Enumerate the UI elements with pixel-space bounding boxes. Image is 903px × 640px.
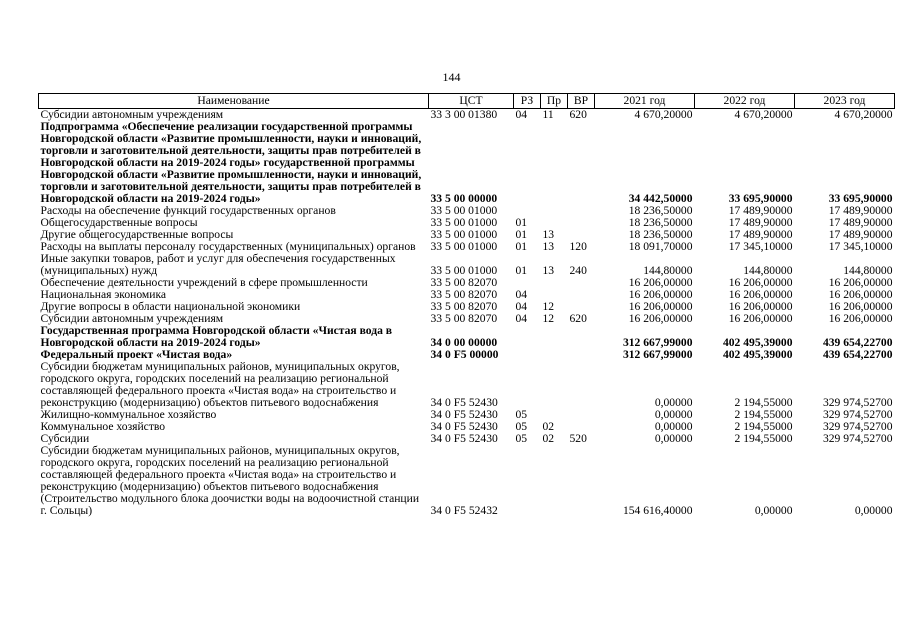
cell-2022: 33 695,90000 (728, 192, 793, 205)
cell-name: Субсидии бюджетам муниципальных районов, муниципальных округов, городского округа, городских поселений на реализацию региональной составляющей федерального проекта «Чистая вода» на строительство и реконструкцию (модернизацию) объектов питьевого водоснабжения (40, 360, 400, 409)
table-body (39, 109, 895, 518)
cell-name: Государственная программа Новгородской области «Чистая вода в Новгородской области на 2019-2024 годы» (40, 324, 393, 349)
cell-2022: 16 206,00000 (728, 288, 793, 301)
cell-rz (514, 121, 541, 205)
cell-2021: 4 670,20000 (634, 108, 693, 121)
cell-pr (541, 349, 568, 361)
cell-pr (541, 121, 568, 205)
cell-2023: 17 489,90000 (828, 216, 893, 229)
cell-rz: 05 (515, 420, 528, 433)
cell-name: Федеральный проект «Чистая вода» (40, 348, 233, 361)
cell-name: Расходы на выплаты персоналу государственных (муниципальных) органов (40, 240, 416, 253)
cell-pr: 11 (542, 108, 554, 121)
table-row (39, 253, 895, 277)
cell-2023: 16 206,00000 (828, 288, 893, 301)
cell-name: Другие общегосударственные вопросы (40, 228, 234, 241)
cell-cst: 34 0 F5 52430 (430, 396, 498, 409)
cell-2021: 16 206,00000 (628, 276, 693, 289)
cell-2022: 16 206,00000 (728, 276, 793, 289)
cell-rz: 04 (515, 312, 528, 325)
table-row (39, 325, 895, 349)
header-cst: ЦСТ (429, 94, 514, 109)
cell-rz (514, 325, 541, 349)
cell-vr (568, 325, 595, 349)
cell-cst: 34 0 F5 00000 (430, 348, 499, 361)
cell-cst: 33 5 00 01000 (430, 204, 498, 217)
cell-pr: 12 (542, 300, 555, 313)
cell-cst: 33 5 00 01000 (430, 264, 498, 277)
header-vr: ВР (568, 94, 595, 109)
cell-rz: 01 (515, 216, 528, 229)
cell-cst: 34 0 00 00000 (430, 336, 498, 349)
cell-pr: 13 (542, 264, 555, 277)
cell-2021: 18 091,70000 (628, 240, 693, 253)
cell-2022: 402 495,39000 (722, 336, 793, 349)
cell-name: Иные закупки товаров, работ и услуг для обеспечения государственных (муниципальных) нужд (40, 252, 396, 277)
cell-pr: 13 (542, 228, 555, 241)
cell-2022: 0,00000 (754, 504, 793, 517)
cell-2021: 0,00000 (654, 420, 693, 433)
cell-2023: 17 489,90000 (828, 204, 893, 217)
cell-name: Подпрограмма «Обеспечение реализации государственной программы Новгородской области «Развитие промышленности, науки и инноваций, торговли и заготовительной деятельности, защиты прав потребителей в Новгородской области на 2019-2024 годы» государственной программы Новгородской области «Развитие промышленности, науки и инноваций, торговли и заготовительной деятельности, защиты прав потребителей в Новгородской области на 2019-2024 годы» (40, 120, 422, 205)
cell-vr: 120 (569, 240, 587, 253)
cell-vr (568, 205, 595, 217)
cell-name: Обеспечение деятельности учреждений в сфере промышленности (40, 276, 368, 289)
cell-2021: 154 616,40000 (622, 504, 693, 517)
cell-2022: 2 194,55000 (734, 432, 793, 445)
cell-2023: 16 206,00000 (828, 312, 893, 325)
cell-rz: 04 (515, 288, 528, 301)
cell-2023: 439 654,22700 (822, 348, 893, 361)
cell-cst: 33 5 00 00000 (430, 192, 498, 205)
cell-2022: 2 194,55000 (734, 408, 793, 421)
cell-cst: 34 0 F5 52430 (430, 432, 498, 445)
cell-2023: 329 974,52700 (822, 432, 893, 445)
page-number: 144 (442, 70, 461, 84)
cell-vr: 520 (569, 432, 587, 445)
cell-2021: 18 236,50000 (628, 228, 693, 241)
cell-pr (541, 361, 568, 409)
cell-name: Субсидии автономным учреждениям (40, 312, 224, 325)
cell-vr: 620 (569, 312, 587, 325)
cell-name: Субсидии бюджетам муниципальных районов, муниципальных округов, городского округа, городских поселений на реализацию региональной составляющей федерального проекта «Чистая вода» на строительство и реконструкцию (модернизацию) объектов питьевого водоснабжения (Строительство модульного блока доочистки воды на водоочистной станции г. Сольцы) (40, 444, 420, 517)
cell-2022: 17 345,10000 (728, 240, 793, 253)
cell-rz (514, 445, 541, 517)
cell-2023: 0,00000 (854, 504, 893, 517)
cell-name: Субсидии (40, 432, 90, 445)
cell-name: Коммунальное хозяйство (40, 420, 166, 433)
budget-table (38, 93, 895, 517)
cell-cst: 33 5 00 01000 (430, 240, 498, 253)
cell-2021: 312 667,99000 (622, 336, 693, 349)
cell-2021: 0,00000 (654, 432, 693, 445)
cell-2022: 2 194,55000 (734, 420, 793, 433)
header-2022: 2022 год (695, 94, 795, 109)
cell-vr (568, 277, 595, 289)
header-rz: РЗ (514, 94, 541, 109)
cell-2021: 34 442,50000 (628, 192, 693, 205)
cell-2021: 0,00000 (654, 396, 693, 409)
cell-pr (541, 205, 568, 217)
cell-2021: 18 236,50000 (628, 216, 693, 229)
cell-pr: 12 (542, 312, 555, 325)
header-2023: 2023 год (795, 94, 895, 109)
cell-name: Субсидии автономным учреждениям (40, 108, 224, 121)
cell-2023: 329 974,52700 (822, 396, 893, 409)
cell-cst: 33 5 00 01000 (430, 228, 498, 241)
cell-rz: 04 (515, 300, 528, 313)
table-row (39, 121, 895, 205)
cell-2021: 16 206,00000 (628, 288, 693, 301)
cell-rz: 01 (515, 264, 528, 277)
cell-name: Другие вопросы в области национальной экономики (40, 300, 301, 313)
cell-pr (541, 445, 568, 517)
cell-2022: 402 495,39000 (722, 348, 793, 361)
cell-rz (514, 349, 541, 361)
cell-2023: 16 206,00000 (828, 276, 893, 289)
cell-vr (568, 217, 595, 229)
cell-name: Общегосударственные вопросы (40, 216, 198, 229)
cell-pr: 13 (542, 240, 555, 253)
cell-rz: 01 (515, 228, 528, 241)
cell-rz: 01 (515, 240, 528, 253)
cell-vr (568, 361, 595, 409)
cell-2021: 16 206,00000 (628, 300, 693, 313)
cell-2022: 4 670,20000 (734, 108, 793, 121)
cell-pr: 02 (542, 420, 555, 433)
cell-cst: 34 0 F5 52432 (430, 504, 498, 517)
cell-rz (514, 361, 541, 409)
header-2021: 2021 год (595, 94, 695, 109)
table-row (39, 361, 895, 409)
cell-2023: 439 654,22700 (822, 336, 893, 349)
cell-2022: 144,80000 (743, 264, 793, 277)
cell-cst: 33 5 00 82070 (430, 312, 498, 325)
cell-cst: 33 5 00 82070 (430, 288, 498, 301)
cell-cst: 33 5 00 82070 (430, 276, 498, 289)
cell-2022: 16 206,00000 (728, 312, 793, 325)
cell-cst: 33 5 00 01000 (430, 216, 498, 229)
cell-vr (568, 349, 595, 361)
cell-2023: 144,80000 (843, 264, 893, 277)
cell-vr (568, 409, 595, 421)
cell-2022: 17 489,90000 (728, 228, 793, 241)
cell-vr (568, 445, 595, 517)
cell-vr (568, 289, 595, 301)
cell-pr: 02 (542, 432, 555, 445)
cell-name: Расходы на обеспечение функций государственных органов (40, 204, 336, 217)
cell-rz: 05 (515, 432, 528, 445)
cell-2021: 18 236,50000 (628, 204, 693, 217)
cell-2021: 0,00000 (654, 408, 693, 421)
cell-2021: 312 667,99000 (622, 348, 693, 361)
cell-vr: 240 (569, 264, 587, 277)
cell-pr (541, 325, 568, 349)
cell-cst: 34 0 F5 52430 (430, 408, 498, 421)
cell-2023: 16 206,00000 (828, 300, 893, 313)
cell-cst: 33 3 00 01380 (430, 108, 498, 121)
cell-2022: 16 206,00000 (728, 300, 793, 313)
table-header-row (39, 94, 895, 109)
cell-2023: 33 695,90000 (828, 192, 893, 205)
cell-name: Национальная экономика (40, 288, 167, 301)
cell-rz: 05 (515, 408, 528, 421)
cell-2022: 17 489,90000 (728, 216, 793, 229)
cell-cst: 33 5 00 82070 (430, 300, 498, 313)
cell-pr (541, 277, 568, 289)
cell-vr: 620 (569, 108, 587, 121)
table-row (39, 445, 895, 517)
cell-cst: 34 0 F5 52430 (430, 420, 498, 433)
cell-2023: 17 345,10000 (828, 240, 893, 253)
cell-2022: 17 489,90000 (728, 204, 793, 217)
cell-name: Жилищно-коммунальное хозяйство (40, 408, 217, 421)
header-pr: Пр (541, 94, 568, 109)
cell-2021: 16 206,00000 (628, 312, 693, 325)
cell-rz: 04 (515, 108, 528, 121)
cell-2022: 2 194,55000 (734, 396, 793, 409)
cell-2023: 329 974,52700 (822, 408, 893, 421)
cell-2023: 4 670,20000 (834, 108, 893, 121)
cell-2021: 144,80000 (643, 264, 693, 277)
cell-2023: 329 974,52700 (822, 420, 893, 433)
header-name: Наименование (39, 94, 429, 109)
cell-vr (568, 121, 595, 205)
cell-2023: 17 489,90000 (828, 228, 893, 241)
